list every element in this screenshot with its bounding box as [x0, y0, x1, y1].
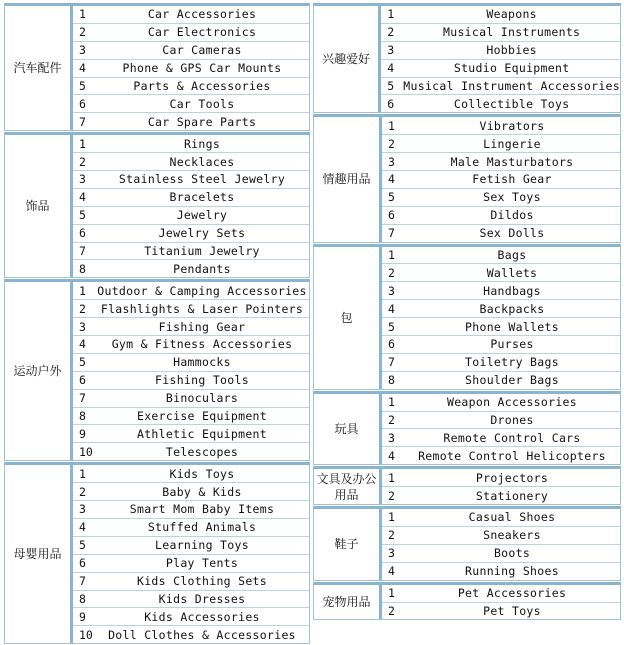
item-label: Collectible Toys	[453, 96, 570, 111]
category-group	[4, 132, 310, 278]
item-label: Jewelry	[176, 208, 228, 223]
item-number: 3	[79, 43, 86, 58]
item-number: 7	[79, 244, 86, 259]
category-label: 鞋子	[314, 509, 382, 580]
item-row	[382, 247, 620, 265]
item-number: 2	[388, 603, 395, 618]
item-row	[73, 608, 309, 626]
item-row	[382, 153, 620, 171]
item-number: 3	[387, 43, 395, 58]
item-label: Remote Control Cars	[443, 430, 581, 445]
item-row	[73, 626, 309, 643]
right-column	[313, 3, 621, 621]
item-row	[73, 189, 309, 207]
item-number: 2	[388, 265, 395, 280]
item-row	[73, 501, 309, 519]
category-group	[313, 391, 621, 466]
item-label: Fishing Tools	[155, 373, 249, 388]
item-row	[73, 42, 309, 60]
item-number: 10	[79, 444, 93, 459]
item-number: 3	[388, 430, 395, 445]
item-label: Toiletry Bags	[465, 355, 559, 370]
item-label: Backpacks	[479, 301, 545, 316]
item-number: 1	[79, 466, 86, 481]
item-number: 4	[388, 172, 395, 187]
item-label: Smart Mom Baby Items	[129, 502, 275, 517]
category-label: 兴趣爱好	[314, 6, 381, 112]
category-group	[4, 279, 310, 461]
item-label: Kids Clothing Sets	[136, 574, 268, 589]
item-row	[73, 555, 309, 573]
item-list	[382, 509, 620, 580]
item-row	[382, 447, 620, 464]
item-label: Fetish Gear	[472, 172, 552, 187]
item-list	[73, 135, 309, 277]
item-list	[382, 117, 620, 241]
item-row	[73, 425, 309, 443]
item-label: Bags	[497, 248, 527, 263]
item-label: Play Tents	[165, 556, 239, 571]
item-number: 5	[79, 208, 86, 223]
item-label: Learning Toys	[155, 538, 249, 553]
item-row	[73, 24, 309, 42]
item-label: Flashlights & Laser Pointers	[100, 301, 304, 316]
item-number: 5	[79, 538, 86, 553]
item-number: 2	[388, 488, 395, 503]
item-label: Dildos	[490, 208, 534, 223]
item-row	[73, 591, 309, 609]
item-number: 7	[388, 226, 395, 241]
item-row	[73, 537, 309, 555]
item-number: 8	[79, 261, 86, 276]
left-column	[4, 3, 310, 645]
item-row	[381, 60, 620, 78]
item-label: Studio Equipment	[453, 61, 570, 76]
item-row	[73, 260, 309, 277]
item-row	[73, 354, 309, 372]
item-label: Musical Instruments	[443, 25, 581, 40]
item-label: Projectors	[475, 470, 549, 485]
item-row	[73, 60, 309, 78]
item-label: Musical Instrument Accessories	[403, 79, 620, 93]
category-label: 情趣用品	[314, 117, 382, 241]
item-label: Exercise Equipment	[136, 409, 268, 424]
item-label: Stationery	[475, 488, 549, 503]
item-number: 4	[79, 61, 86, 76]
item-row	[382, 469, 620, 487]
item-row	[73, 573, 309, 591]
item-number: 5	[388, 319, 395, 334]
item-label: Pet Accessories	[457, 586, 567, 601]
item-row	[73, 300, 309, 318]
item-label: Doll Clothes & Accessories	[108, 627, 296, 642]
item-label: Athletic Equipment	[136, 426, 268, 441]
item-row	[382, 603, 620, 620]
item-row	[382, 372, 620, 389]
item-number: 8	[79, 591, 86, 606]
item-row	[381, 6, 620, 24]
item-row	[73, 483, 309, 501]
item-number: 7	[79, 114, 86, 129]
category-group	[313, 506, 621, 581]
item-number: 2	[79, 154, 86, 169]
item-label: Car Tools	[169, 96, 235, 111]
item-number: 2	[388, 136, 395, 151]
item-row	[73, 207, 309, 225]
item-label: Lingerie	[483, 136, 541, 151]
item-row	[73, 225, 309, 243]
category-group	[313, 466, 621, 505]
item-label: Hobbies	[486, 43, 537, 58]
item-label: Kids Toys	[169, 466, 235, 481]
item-label: Phone Wallets	[465, 319, 559, 334]
item-label: Drones	[490, 413, 534, 428]
item-number: 6	[79, 373, 86, 388]
item-number: 3	[79, 319, 86, 334]
item-row	[382, 509, 620, 527]
item-row	[382, 585, 620, 603]
item-number: 1	[388, 395, 395, 410]
item-label: Wallets	[486, 265, 538, 280]
item-label: Kids Accessories	[144, 609, 260, 624]
category-group	[313, 114, 621, 242]
item-label: Gym & Fitness Accessories	[111, 337, 293, 352]
item-number: 2	[79, 484, 86, 499]
category-group	[313, 3, 621, 113]
item-label: Pendants	[173, 261, 231, 276]
item-row	[73, 443, 309, 460]
item-number: 8	[79, 409, 86, 424]
item-row	[382, 135, 620, 153]
item-label: Casual Shoes	[468, 510, 556, 525]
item-number: 2	[388, 528, 395, 543]
item-label: Sex Dolls	[479, 226, 545, 241]
category-group	[313, 244, 621, 390]
item-row	[382, 487, 620, 504]
item-number: 3	[79, 172, 86, 187]
item-number: 5	[387, 79, 395, 93]
item-row	[382, 429, 620, 447]
item-list	[382, 247, 620, 389]
item-label: Remote Control Helicopters	[418, 448, 606, 463]
item-label: Stainless Steel Jewelry	[118, 172, 286, 187]
item-number: 7	[388, 355, 395, 370]
item-label: Rings	[183, 136, 221, 151]
item-label: Car Electronics	[147, 25, 257, 40]
item-number: 4	[79, 520, 86, 535]
item-label: Sneakers	[483, 528, 541, 543]
item-number: 6	[79, 96, 86, 111]
item-label: Bracelets	[169, 190, 235, 205]
item-number: 1	[388, 510, 395, 525]
item-list	[382, 394, 620, 465]
item-list	[73, 465, 309, 643]
item-label: Sex Toys	[483, 190, 541, 205]
item-row	[73, 408, 309, 426]
category-label: 饰品	[5, 135, 73, 277]
item-number: 9	[79, 426, 86, 441]
item-list	[382, 585, 620, 620]
item-number: 6	[79, 556, 86, 571]
item-number: 2	[387, 25, 395, 40]
item-label: Shoulder Bags	[465, 373, 559, 388]
item-number: 3	[79, 502, 86, 517]
item-number: 3	[388, 154, 395, 169]
item-number: 1	[388, 586, 395, 601]
item-label: Kids Dresses	[158, 591, 246, 606]
item-label: Binoculars	[165, 391, 239, 406]
item-label: Weapon Accessories	[446, 395, 578, 410]
item-row	[73, 171, 309, 189]
item-label: Pet Toys	[483, 603, 541, 618]
item-label: Weapons	[486, 7, 537, 22]
item-row	[382, 394, 620, 412]
item-label: Titanium Jewelry	[144, 244, 260, 259]
item-label: Outdoor & Camping Accessories	[97, 283, 307, 298]
item-row	[73, 6, 309, 24]
category-label: 玩具	[314, 394, 382, 465]
item-label: Fishing Gear	[158, 319, 246, 334]
item-list	[73, 282, 309, 460]
item-label: Vibrators	[479, 118, 545, 133]
item-number: 1	[388, 248, 395, 263]
item-number: 4	[79, 190, 86, 205]
item-row	[73, 153, 309, 171]
item-label: Necklaces	[169, 154, 235, 169]
category-group	[4, 462, 310, 644]
item-label: Car Spare Parts	[147, 114, 257, 129]
item-label: Hammocks	[173, 355, 231, 370]
item-row	[382, 282, 620, 300]
item-number: 1	[79, 136, 86, 151]
item-number: 7	[79, 574, 86, 589]
item-row	[73, 282, 309, 300]
item-number: 6	[388, 337, 395, 352]
item-number: 1	[388, 118, 395, 133]
item-row	[382, 207, 620, 225]
item-row	[381, 95, 620, 112]
item-row	[73, 135, 309, 153]
item-row	[382, 318, 620, 336]
item-number: 4	[79, 337, 86, 352]
item-label: Car Accessories	[147, 7, 257, 22]
item-label: Telescopes	[165, 444, 239, 459]
item-row	[73, 318, 309, 336]
category-label: 母婴用品	[5, 465, 73, 643]
item-row	[382, 225, 620, 242]
item-number: 3	[388, 283, 395, 298]
item-row	[73, 113, 309, 130]
item-label: Jewelry Sets	[158, 226, 246, 241]
item-number: 1	[388, 470, 395, 485]
category-label: 宠物用品	[314, 585, 382, 620]
item-row	[382, 354, 620, 372]
item-label: Stuffed Animals	[147, 520, 257, 535]
item-label: Phone & GPS Car Mounts	[122, 61, 282, 76]
item-number: 2	[388, 413, 395, 428]
item-label: Handbags	[483, 283, 541, 298]
item-number: 1	[79, 7, 86, 22]
item-number: 9	[79, 609, 86, 624]
category-group	[313, 582, 621, 621]
item-number: 6	[388, 208, 395, 223]
item-row	[382, 527, 620, 545]
item-number: 3	[388, 546, 395, 561]
item-row	[382, 117, 620, 135]
item-number: 2	[79, 25, 86, 40]
item-row	[382, 412, 620, 430]
item-number: 5	[388, 190, 395, 205]
item-label: Boots	[493, 546, 531, 561]
item-row	[73, 390, 309, 408]
item-row	[73, 372, 309, 390]
item-number: 1	[387, 7, 395, 22]
item-number: 4	[388, 448, 395, 463]
item-row	[382, 336, 620, 354]
category-label: 运动户外	[5, 282, 73, 460]
item-label: Parts & Accessories	[133, 79, 271, 93]
category-label: 汽车配件	[5, 6, 73, 130]
item-number: 1	[79, 283, 86, 298]
category-group	[4, 3, 310, 131]
category-label: 包	[314, 247, 382, 389]
item-list	[73, 6, 309, 130]
item-number: 5	[79, 79, 86, 93]
item-row	[73, 519, 309, 537]
item-row	[381, 42, 620, 60]
item-number: 6	[387, 96, 395, 111]
item-label: Baby & Kids	[162, 484, 242, 499]
item-label: Male Masturbators	[450, 154, 574, 169]
category-label: 文具及办公用品	[314, 469, 382, 504]
item-row	[382, 189, 620, 207]
item-row	[73, 95, 309, 113]
item-number: 7	[79, 391, 86, 406]
item-row	[73, 465, 309, 483]
item-number: 8	[388, 373, 395, 388]
item-row	[382, 545, 620, 563]
item-list	[382, 469, 620, 504]
item-number: 5	[79, 355, 86, 370]
item-number: 4	[387, 61, 395, 76]
item-label: Running Shoes	[465, 564, 559, 579]
item-list	[381, 6, 620, 112]
item-number: 10	[79, 627, 93, 642]
item-number: 4	[388, 564, 395, 579]
item-row	[73, 336, 309, 354]
item-row	[73, 243, 309, 261]
item-row	[382, 563, 620, 580]
item-number: 2	[79, 301, 86, 316]
item-number: 4	[388, 301, 395, 316]
item-label: Car Cameras	[162, 43, 242, 58]
item-row	[382, 300, 620, 318]
item-row	[381, 78, 620, 96]
item-row	[381, 24, 620, 42]
item-number: 6	[79, 226, 86, 241]
item-row	[73, 78, 309, 96]
item-row	[382, 264, 620, 282]
item-row	[382, 171, 620, 189]
item-label: Purses	[490, 337, 534, 352]
